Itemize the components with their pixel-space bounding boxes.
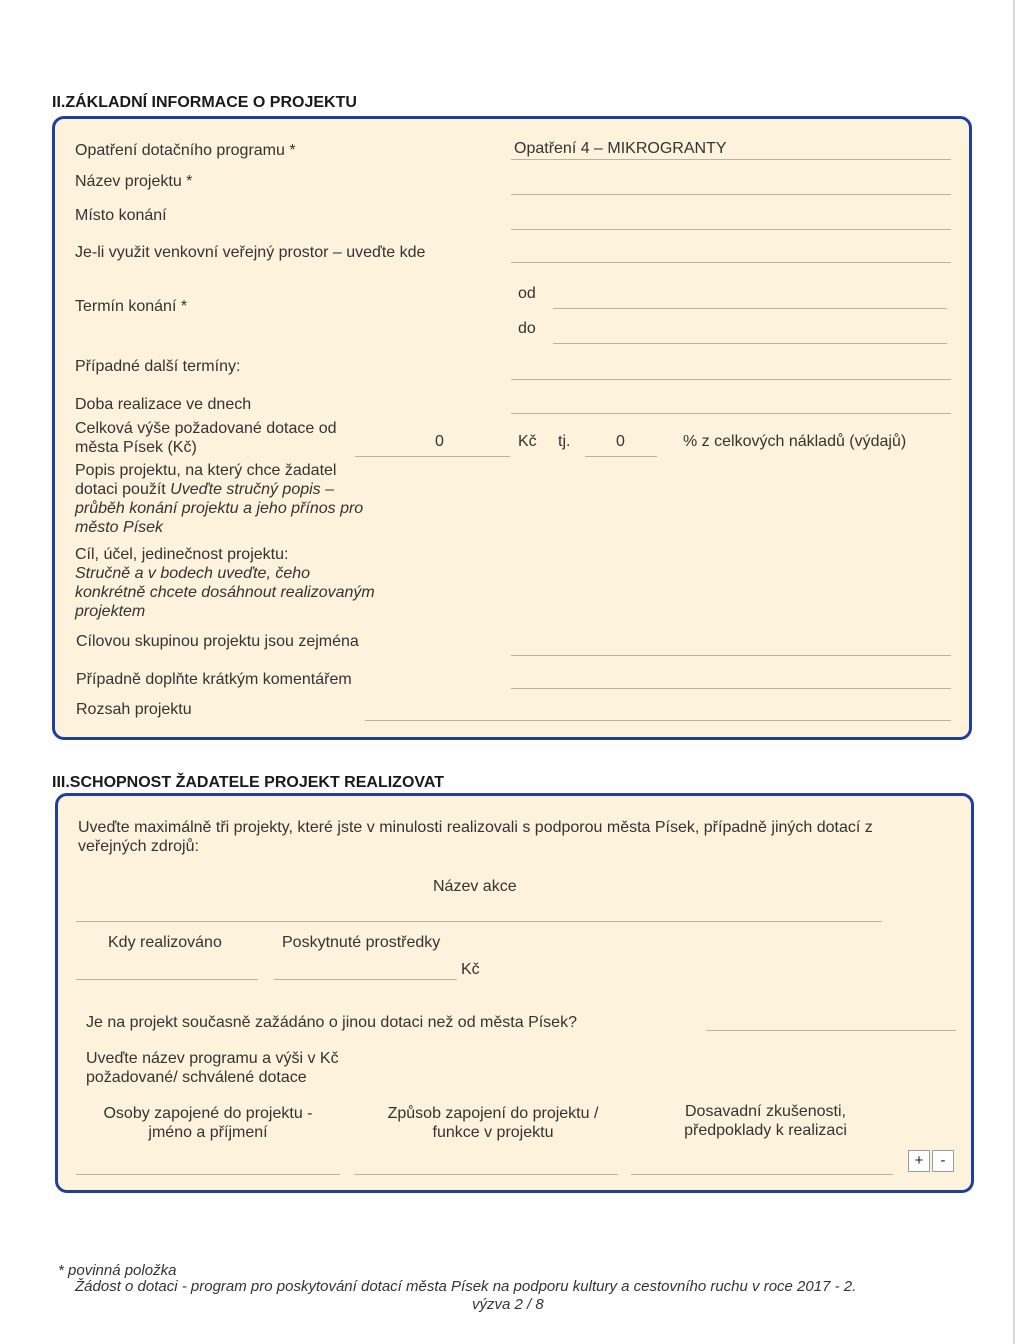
poskytnute-prostredky-label: Poskytnuté prostředky	[282, 934, 441, 951]
percent-value[interactable]: 0	[616, 433, 625, 450]
mandatory-note: * povinná položka	[58, 1262, 177, 1279]
cil-projektu-hint: Stručně a v bodech uveďte, čeho konkrétně chcete dosáhnout realizovaným projektem	[75, 565, 375, 620]
osoby-field[interactable]	[76, 1174, 340, 1175]
page-edge-shadow	[1013, 0, 1015, 1344]
zpusob-field[interactable]	[354, 1174, 618, 1175]
dalsi-terminy-label: Případné další termíny:	[75, 358, 241, 375]
kdy-realizovano-label: Kdy realizováno	[108, 934, 222, 951]
termin-od-label: od	[518, 285, 536, 302]
kdy-realizovano-field[interactable]	[76, 979, 258, 980]
rozsah-projektu-label: Rozsah projektu	[76, 701, 192, 718]
add-row-button[interactable]: +	[908, 1150, 930, 1172]
celkova-dotace-value[interactable]: 0	[435, 433, 444, 450]
komentar-label: Případně doplňte krátkým komentářem	[76, 671, 352, 688]
project-info-panel	[52, 116, 972, 740]
zpusob-header: Způsob zapojení do projektu / funkce v projektu	[387, 1105, 599, 1141]
footer-page-number: výzva 2 / 8	[472, 1296, 544, 1313]
popis-projektu-plain: Popis projektu, na který chce žadatel dotaci použít	[75, 462, 337, 498]
termin-od-field[interactable]	[553, 308, 947, 309]
termin-do-field[interactable]	[553, 343, 947, 344]
opatreni-value[interactable]: Opatření 4 – MIKROGRANTY	[514, 140, 727, 157]
venkovni-prostor-label: Je-li využit venkovní veřejný prostor – uveďte kde	[75, 244, 426, 261]
capability-panel	[55, 793, 974, 1193]
tj-label: tj.	[558, 433, 571, 450]
popis-projektu-label	[75, 461, 375, 537]
celkova-dotace-currency: Kč	[518, 433, 537, 450]
nazev-akce-label: Název akce	[433, 878, 517, 895]
venkovni-prostor-field[interactable]	[511, 262, 951, 263]
termin-konani-label: Termín konání *	[75, 298, 188, 315]
remove-row-button[interactable]: -	[932, 1150, 954, 1172]
zkusenosti-header: Dosavadní zkušenosti, předpoklady k realizaci	[684, 1103, 847, 1139]
percent-label: % z celkových nákladů (výdajů)	[683, 433, 907, 450]
nazev-programu-label: Uveďte název programu a výši v Kč požadované/ schválené dotace	[86, 1050, 339, 1086]
cil-projektu-label	[75, 545, 375, 621]
section-3-title: III.SCHOPNOST ŽADATELE PROJEKT REALIZOVAT	[52, 774, 445, 791]
nazev-projektu-label: Název projektu *	[75, 173, 193, 190]
popis-projektu-hint: Uveďte stručný popis – průběh konání projektu a jeho přínos pro město Písek	[75, 481, 364, 536]
misto-konani-field[interactable]	[511, 229, 951, 230]
celkova-dotace-field[interactable]	[355, 456, 510, 457]
doba-realizace-label: Doba realizace ve dnech	[75, 396, 252, 413]
komentar-field[interactable]	[511, 688, 951, 689]
nazev-akce-field[interactable]	[76, 921, 882, 922]
rozsah-projektu-field[interactable]	[365, 720, 951, 721]
percent-field[interactable]	[585, 456, 657, 457]
opatreni-label: Opatření dotačního programu *	[75, 142, 296, 159]
dalsi-terminy-field[interactable]	[511, 379, 951, 380]
celkova-dotace-label: Celková výše požadované dotace od města Písek (Kč)	[75, 420, 337, 456]
opatreni-field-line[interactable]	[511, 159, 951, 160]
intro-text: Uveďte maximálně tři projekty, které jste v minulosti realizovali s podporou města Písek, případně jiných dotací z veřejných zdrojů:	[78, 819, 873, 855]
jina-dotace-question: Je na projekt současně zažádáno o jinou dotaci než od města Písek?	[86, 1014, 577, 1031]
poskytnute-prostredky-field[interactable]	[274, 979, 457, 980]
nazev-projektu-field[interactable]	[511, 194, 951, 195]
section-2-title: II.ZÁKLADNÍ INFORMACE O PROJEKTU	[52, 94, 357, 111]
doba-realizace-field[interactable]	[511, 413, 951, 414]
footer-document-title: Žádost o dotaci - program pro poskytování dotací města Písek na podporu kultury a cestovního ruchu v roce 2017 - 2.	[75, 1278, 857, 1295]
termin-do-label: do	[518, 320, 536, 337]
osoby-header: Osoby zapojené do projektu - jméno a příjmení	[103, 1105, 313, 1141]
cilova-skupina-label: Cílovou skupinou projektu jsou zejména	[76, 633, 359, 650]
poskytnute-currency: Kč	[461, 961, 480, 978]
cil-projektu-plain: Cíl, účel, jedinečnost projektu:	[75, 546, 289, 563]
jina-dotace-field[interactable]	[706, 1030, 956, 1031]
cilova-skupina-field[interactable]	[511, 655, 951, 656]
zkusenosti-field[interactable]	[631, 1174, 893, 1175]
misto-konani-label: Místo konání	[75, 207, 167, 224]
